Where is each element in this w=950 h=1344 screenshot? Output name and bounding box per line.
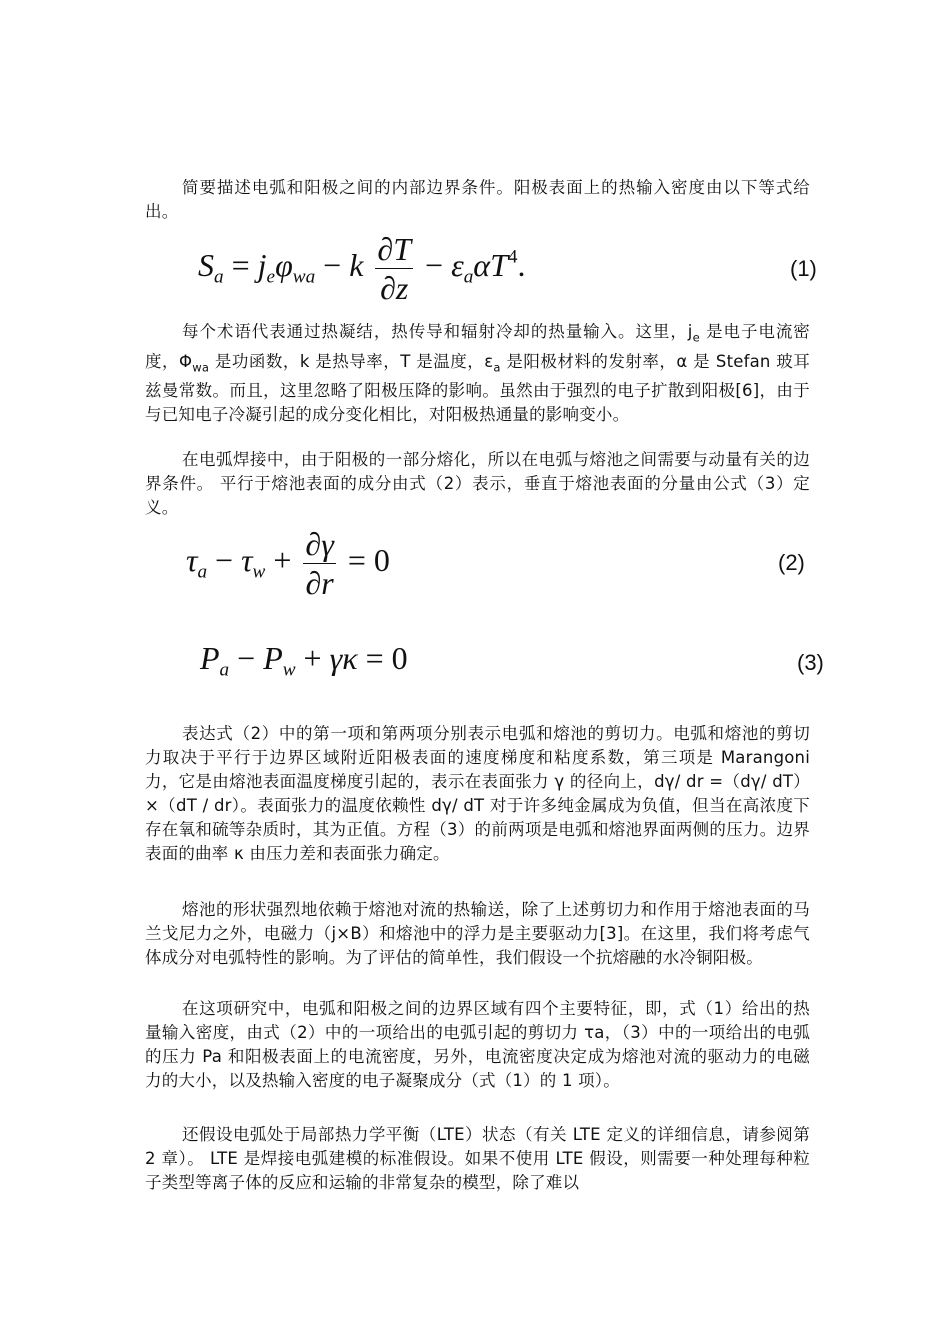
eq2-tau-w: τ: [241, 541, 253, 578]
equation-1-number: (1): [790, 256, 817, 281]
p2-part-c: 是功函数，k 是热导率，T 是温度，ε: [209, 351, 494, 371]
paragraph-lte: 还假设电弧处于局部热力学平衡（LTE）状态（有关 LTE 定义的详细信息，请参阅第 2 章）。 LTE 是焊接电弧建模的标准假设。如果不使用 LTE 假设，则需要一种处理每种粒子类型等离子体的反应和运输的非常复杂的模型，除了难以: [145, 1125, 810, 1192]
eq3-P-a-sub: a: [219, 659, 230, 681]
eq1-minus-1: −: [323, 246, 342, 283]
equation-2-number: (2): [778, 550, 805, 575]
eq2-minus: −: [215, 541, 234, 578]
eq2-tau-a: τ: [186, 541, 198, 578]
eq1-k: k: [349, 246, 364, 283]
equation-3: [200, 640, 408, 682]
p2-part-a: 每个术语代表通过热凝结，热传导和辐射冷却的热量输入。这里，j: [182, 322, 693, 341]
eq3-P-w-sub: w: [282, 659, 296, 681]
eq1-j: j: [257, 246, 267, 283]
equation-1: [198, 232, 525, 305]
eq1-eps: ε: [451, 246, 464, 283]
eq1-phi: φ: [275, 246, 293, 283]
eq3-P-a: P: [200, 640, 220, 676]
eq1-alphaT: αT: [473, 246, 508, 283]
eq2-fraction: [303, 527, 335, 600]
p2-sub-wa: wa: [192, 360, 210, 375]
eq1-equals: =: [231, 246, 250, 283]
paragraph-convection: 熔池的形状强烈地依赖于熔池对流的热输送，除了上述剪切力和作用于熔池表面的马兰戈尼力之外，电磁力（j×B）和熔池中的浮力是主要驱动力[3]。在这里，我们将考虑气体成分对电弧特性的影响。为了评估的简单性，我们假设一个抗熔融的水冷铜阳极。: [145, 900, 810, 967]
p2-part-b: 是电子电流密度，Φ: [145, 322, 810, 371]
p2-part-d: 是阳极材料的发射率，α 是 Stefan 玻耳兹曼常数。而且，这里忽略了阳极压降的影响。虽然由于强烈的电子扩散到阳极[6]，由于与已知电子冷凝引起的成分变化相比，对阳极热通量的影响变小。: [145, 351, 810, 425]
paragraph-boundary: 在电弧焊接中，由于阳极的一部分熔化，所以在电弧与熔池之间需要与动量有关的边界条件。 平行于熔池表面的成分由式（2）表示，垂直于熔池表面的分量由公式（3）定义。: [145, 450, 810, 517]
equation-2: [186, 527, 390, 600]
eq1-j-sub: e: [266, 266, 276, 288]
eq3-plus: +: [303, 640, 322, 676]
paragraph-features: 在这项研究中，电弧和阳极之间的边界区域有四个主要特征，即，式（1）给出的热量输入密度，由式（2）中的一项给出的电弧引起的剪切力 τa，（3）中的一项给出的电弧的压力 Pa 和阳极表面上的电流密度，另外，电流密度决定成为熔池对流的驱动力的电磁力的大小，以及热输入密度的电子凝聚成分（式（1）的 1 项）。: [145, 999, 810, 1090]
eq1-power: 4: [507, 246, 518, 268]
paragraph-intro: 简要描述电弧和阳极之间的内部边界条件。阳极表面上的热输入密度由以下等式给出。: [145, 178, 810, 221]
equation-3-number: (3): [797, 650, 824, 675]
eq1-period: .: [517, 246, 526, 283]
p2-sub-e: e: [692, 330, 700, 345]
eq2-denominator: ∂r: [305, 565, 334, 601]
eq2-plus: +: [273, 541, 292, 578]
p2-sub-a: a: [493, 360, 501, 375]
eq1-numerator: ∂T: [377, 231, 412, 267]
eq2-rhs: = 0: [347, 541, 390, 578]
eq1-fraction: [375, 232, 413, 305]
eq2-tau-w-sub: w: [252, 561, 266, 583]
eq3-gamma-kappa: γκ: [329, 640, 358, 676]
eq3-minus: −: [237, 640, 256, 676]
eq3-rhs: = 0: [365, 640, 408, 676]
eq3-P-w: P: [263, 640, 283, 676]
eq1-S: S: [198, 246, 214, 283]
eq2-numerator: ∂γ: [305, 526, 334, 562]
eq1-minus-2: −: [425, 246, 444, 283]
eq1-S-sub: a: [214, 266, 224, 288]
paragraph-shear: 表达式（2）中的第一项和第两项分别表示电弧和熔池的剪切力。电弧和熔池的剪切力取决于平行于边界区域附近阳极表面的速度梯度和粘度系数，第三项是 Marangoni 力，它是由熔池表面温度梯度引起的，表示在表面张力 γ 的径向上，dγ/ dr =（dγ/ dT）×（dT / dr）。表面张力的温度依赖性 dγ/ dT 对于许多纯金属成为负值，但当在高浓度下存在氧和硫等杂质时，其为正值。方程（3）的前两项是电弧和熔池界面两侧的压力。边界表面的曲率 κ 由压力差和表面张力确定。: [145, 724, 810, 863]
eq1-denominator: ∂z: [380, 270, 409, 306]
paragraph-terms: [145, 320, 810, 427]
eq2-tau-a-sub: a: [197, 561, 208, 583]
eq1-eps-sub: a: [463, 266, 474, 288]
eq1-phi-sub: wa: [292, 266, 316, 288]
